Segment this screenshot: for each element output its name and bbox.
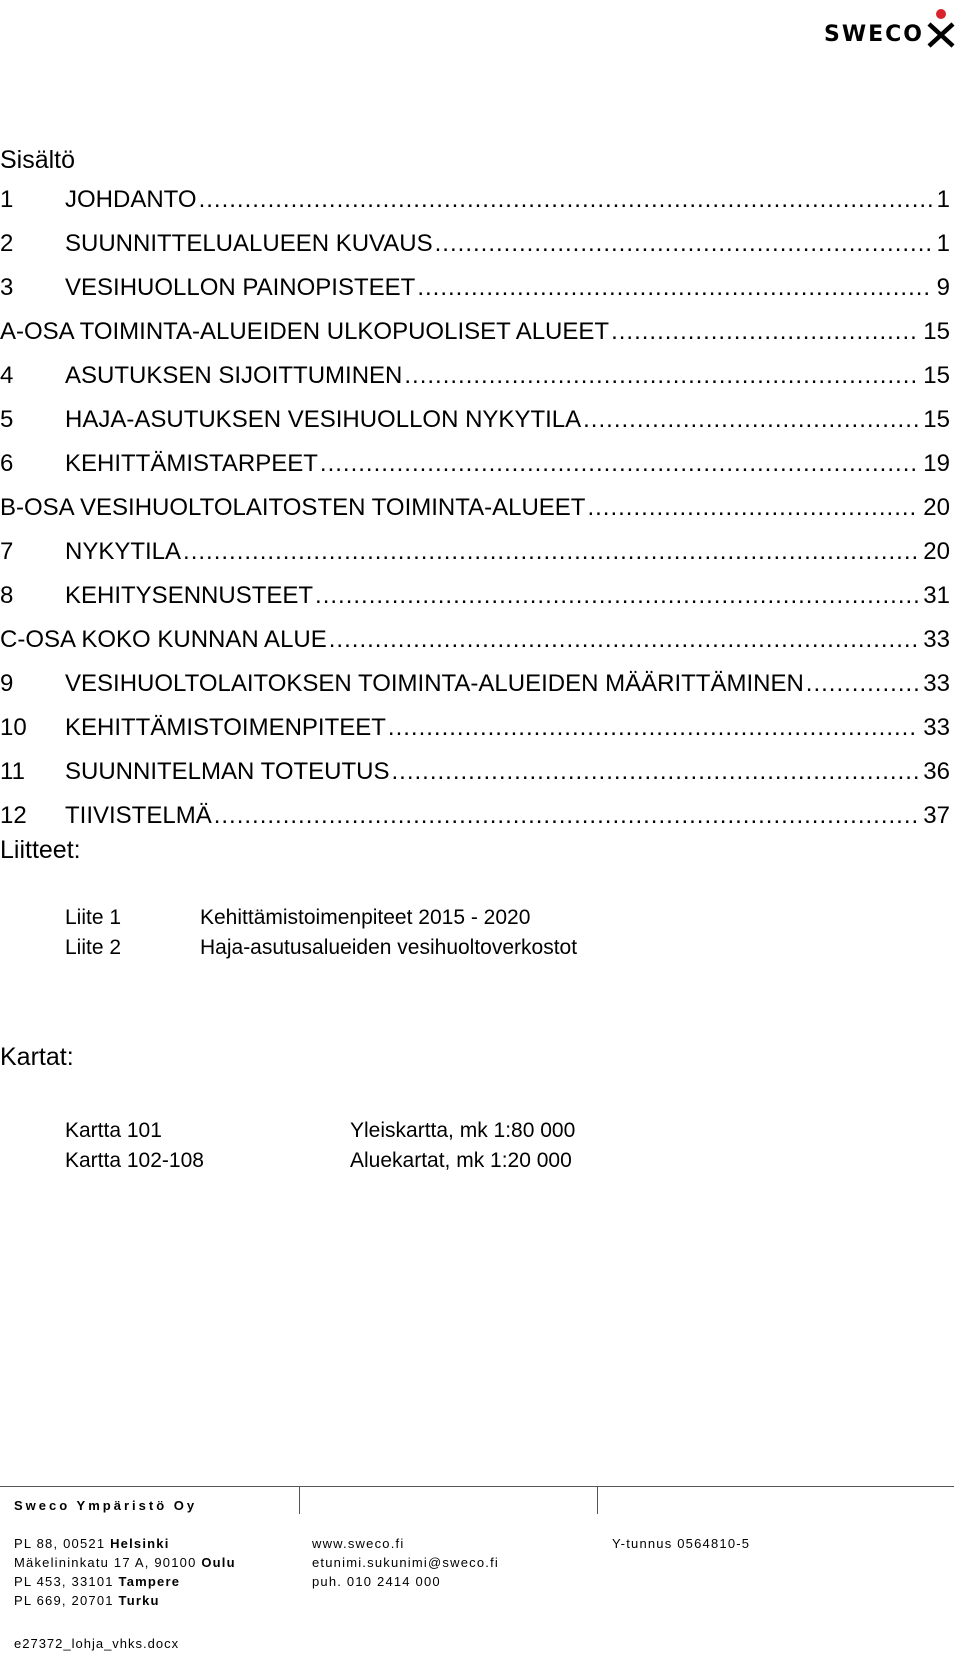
toc-entry[interactable] xyxy=(0,757,950,801)
toc-entry[interactable] xyxy=(0,713,950,757)
toc-leader-dots xyxy=(611,317,919,347)
toc-entry-page: 15 xyxy=(923,362,950,389)
footer-divider-tick xyxy=(597,1486,598,1514)
toc-entry[interactable] xyxy=(0,229,950,273)
toc-entry[interactable] xyxy=(0,273,950,317)
toc-entry-title: B-OSA VESIHUOLTOLAITOSTEN TOIMINTA-ALUEET xyxy=(0,494,586,521)
toc-entry-number: 6 xyxy=(0,450,14,477)
toc-entry-title: C-OSA KOKO KUNNAN ALUE xyxy=(0,626,327,653)
toc-entry[interactable] xyxy=(0,317,950,361)
toc-entry[interactable] xyxy=(0,801,950,845)
toc-entry-title: VESIHUOLLON PAINOPISTEET xyxy=(65,274,416,301)
toc-entry-number: 8 xyxy=(0,582,14,609)
toc-entry[interactable] xyxy=(0,581,950,625)
attachment-key: Liite 2 xyxy=(65,936,122,959)
toc-entry-page: 33 xyxy=(923,670,950,697)
toc-entry[interactable] xyxy=(0,361,950,405)
toc-entry-number: 2 xyxy=(0,230,14,257)
toc-entry-number: 4 xyxy=(0,362,14,389)
footer-address: Mäkelininkatu 17 A, 90100 Oulu xyxy=(14,1555,236,1570)
toc-leader-dots xyxy=(404,361,919,391)
attachments-list xyxy=(65,903,577,963)
toc-leader-dots xyxy=(417,273,932,303)
map-value: Aluekartat, mk 1:20 000 xyxy=(350,1149,572,1172)
toc-entry-number: 1 xyxy=(0,186,14,213)
toc-entry-title: SUUNNITELMAN TOTEUTUS xyxy=(65,758,390,785)
footer-filename: e27372_lohja_vhks.docx xyxy=(14,1636,180,1651)
logo-text: SWECO xyxy=(824,22,924,47)
map-row xyxy=(65,1116,575,1146)
toc-entry[interactable] xyxy=(0,493,950,537)
toc-entry-page: 19 xyxy=(923,450,950,477)
map-row xyxy=(65,1146,575,1176)
toc-entry-title: SUUNNITTELUALUEEN KUVAUS xyxy=(65,230,433,257)
attachments-title: Liitteet: xyxy=(0,836,81,864)
footer-address: PL 669, 20701 Turku xyxy=(14,1593,160,1608)
toc-leader-dots xyxy=(329,625,920,655)
toc-entry-page: 33 xyxy=(923,626,950,653)
footer-email: etunimi.sukunimi@sweco.fi xyxy=(312,1555,499,1570)
sweco-person-icon xyxy=(926,6,956,48)
toc-entry-number: 5 xyxy=(0,406,14,433)
toc-entry-page: 20 xyxy=(923,538,950,565)
maps-title: Kartat: xyxy=(0,1043,74,1071)
toc-entry-number: 3 xyxy=(0,274,14,301)
toc-leader-dots xyxy=(183,537,919,567)
attachment-value: Haja-asutusalueiden vesihuoltoverkostot xyxy=(200,936,578,959)
footer-address: PL 88, 00521 Helsinki xyxy=(14,1536,170,1551)
toc-entry-number: 11 xyxy=(0,758,25,785)
attachment-key: Liite 1 xyxy=(65,906,122,929)
toc-entry-title: NYKYTILA xyxy=(65,538,182,565)
toc-entry-title: TIIVISTELMÄ xyxy=(65,802,212,829)
attachment-row xyxy=(65,933,577,963)
toc-leader-dots xyxy=(214,801,920,831)
toc-entry-number: 9 xyxy=(0,670,14,697)
map-key: Kartta 101 xyxy=(65,1119,162,1142)
toc-entry-title: HAJA-ASUTUKSEN VESIHUOLLON NYKYTILA xyxy=(65,406,582,433)
toc-leader-dots xyxy=(320,449,919,479)
footer-phone: puh. 010 2414 000 xyxy=(312,1574,441,1589)
toc-entry-page: 20 xyxy=(923,494,950,521)
toc-entry-title: A-OSA TOIMINTA-ALUEIDEN ULKOPUOLISET ALUEET xyxy=(0,318,610,345)
footer-divider xyxy=(0,1486,954,1487)
footer-address: PL 453, 33101 Tampere xyxy=(14,1574,181,1589)
toc-entry-number: 7 xyxy=(0,538,14,565)
toc-entry-title: KEHITYSENNUSTEET xyxy=(65,582,314,609)
toc-entry-title: JOHDANTO xyxy=(65,186,197,213)
table-of-contents xyxy=(0,185,950,845)
toc-entry-number: 10 xyxy=(0,714,27,741)
toc-entry-page: 36 xyxy=(923,758,950,785)
toc-leader-dots xyxy=(435,229,933,259)
toc-entry[interactable] xyxy=(0,405,950,449)
toc-entry[interactable] xyxy=(0,625,950,669)
toc-leader-dots xyxy=(315,581,919,611)
toc-entry-page: 15 xyxy=(923,406,950,433)
toc-leader-dots xyxy=(391,757,919,787)
toc-entry-title: KEHITTÄMISTARPEET xyxy=(65,450,318,477)
footer-business-id xyxy=(612,1534,750,1553)
maps-list xyxy=(65,1116,575,1176)
footer-contact xyxy=(312,1534,499,1591)
toc-leader-dots xyxy=(583,405,919,435)
footer-addresses xyxy=(14,1534,236,1610)
toc-entry-page: 33 xyxy=(923,714,950,741)
toc-entry-page: 1 xyxy=(936,230,950,257)
footer-y-tunnus: Y-tunnus 0564810-5 xyxy=(612,1536,751,1551)
toc-entry-page: 1 xyxy=(936,186,950,213)
toc-entry-page: 15 xyxy=(923,318,950,345)
toc-title: Sisältö xyxy=(0,146,76,174)
toc-leader-dots xyxy=(199,185,933,215)
toc-entry[interactable] xyxy=(0,669,950,713)
map-value: Yleiskartta, mk 1:80 000 xyxy=(350,1119,576,1142)
footer-divider-tick xyxy=(299,1486,300,1514)
attachment-value: Kehittämistoimenpiteet 2015 - 2020 xyxy=(200,906,531,929)
toc-entry[interactable] xyxy=(0,537,950,581)
toc-entry-page: 37 xyxy=(923,802,950,829)
toc-entry-title: ASUTUKSEN SIJOITTUMINEN xyxy=(65,362,403,389)
map-key: Kartta 102-108 xyxy=(65,1149,204,1172)
footer-website: www.sweco.fi xyxy=(312,1536,405,1551)
sweco-logo xyxy=(824,4,956,48)
toc-entry[interactable] xyxy=(0,449,950,493)
attachment-row xyxy=(65,903,577,933)
toc-leader-dots xyxy=(587,493,919,523)
toc-leader-dots xyxy=(388,713,919,743)
toc-entry-number: 12 xyxy=(0,802,27,829)
toc-entry-title: KEHITTÄMISTOIMENPITEET xyxy=(65,714,386,741)
toc-entry-page: 31 xyxy=(923,582,950,609)
toc-leader-dots xyxy=(806,669,920,699)
toc-entry-title: VESIHUOLTOLAITOKSEN TOIMINTA-ALUEIDEN MÄÄRITTÄMINEN xyxy=(65,670,804,697)
toc-entry-page: 9 xyxy=(936,274,950,301)
toc-entry[interactable] xyxy=(0,185,950,229)
footer-company: Sweco Ympäristö Oy xyxy=(14,1498,198,1513)
